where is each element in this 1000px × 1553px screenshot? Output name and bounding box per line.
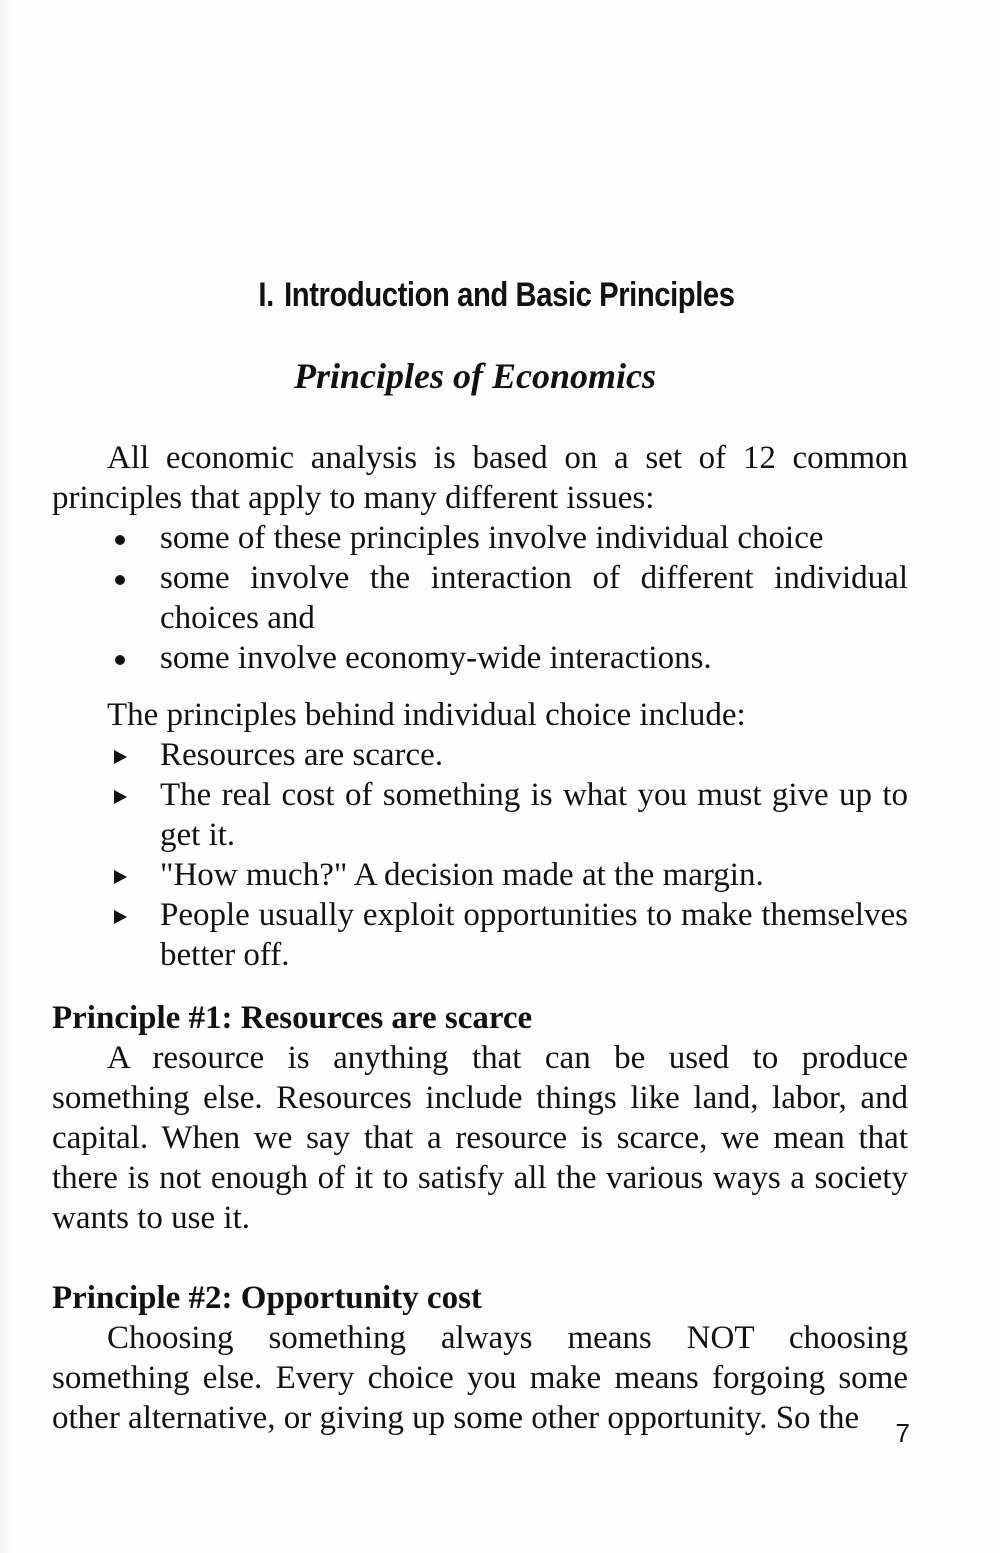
- triangle-bullet-icon: [108, 775, 132, 815]
- bullet-dot-icon: [108, 558, 132, 598]
- intro-paragraph: All economic analysis is based on a set of 12 common principles that apply to many different issues:: [52, 440, 908, 516]
- page-edge-shadow: [0, 0, 14, 1553]
- principle-2-heading: Principle #2: Opportunity cost: [52, 1280, 482, 1316]
- principle-1-body: A resource is anything that can be used to produce something else. Resources include things like land, labor, and capital. When we say that a resource is scarce, we mean that there is not enough of it to satisfy all the various ways a society wants to use it.: [52, 1040, 908, 1236]
- list-item-text: "How much?" A decision made at the margin.: [160, 857, 764, 893]
- principle-1-heading: Principle #1: Resources are scarce: [52, 1000, 533, 1036]
- list-item: [52, 558, 908, 638]
- bullet-dot-icon: [108, 518, 132, 558]
- list-item-text: People usually exploit opportunities to make themselves better off.: [160, 897, 908, 973]
- triangle-bullet-icon: [108, 855, 132, 895]
- chapter-title: [67, 276, 927, 315]
- triangle-bullet-icon: [108, 895, 132, 935]
- individual-choice-list: [52, 735, 908, 975]
- page-number: 7: [895, 1418, 910, 1448]
- bullet-dot-icon: [108, 638, 132, 678]
- list-item-text: some involve the interaction of different individual choices and: [160, 560, 908, 636]
- list-item: [52, 775, 908, 855]
- chapter-number: I.: [258, 276, 274, 314]
- section-title: Principles of Economics: [294, 356, 656, 396]
- chapter-title-text: Introduction and Basic Principles: [284, 276, 735, 314]
- principle-2-body: Choosing something always means NOT choosing something else. Every choice you make means forgoing some other alternative, or giving up some other opportunity. So the: [52, 1320, 908, 1436]
- list-item-text: some involve economy-wide interactions.: [160, 640, 712, 676]
- list-item: [52, 895, 908, 975]
- list-item: [52, 638, 908, 678]
- list-item: [52, 518, 908, 558]
- list-item-text: some of these principles involve individual choice: [160, 520, 824, 556]
- intro-bullet-list: [52, 518, 908, 678]
- triangle-bullet-icon: [108, 735, 132, 775]
- list-item-text: The real cost of something is what you must give up to get it.: [160, 777, 908, 853]
- list-item: [52, 735, 908, 775]
- list-item-text: Resources are scarce.: [160, 737, 444, 773]
- individual-choice-lead: The principles behind individual choice include:: [107, 697, 746, 733]
- list-item: [52, 855, 908, 895]
